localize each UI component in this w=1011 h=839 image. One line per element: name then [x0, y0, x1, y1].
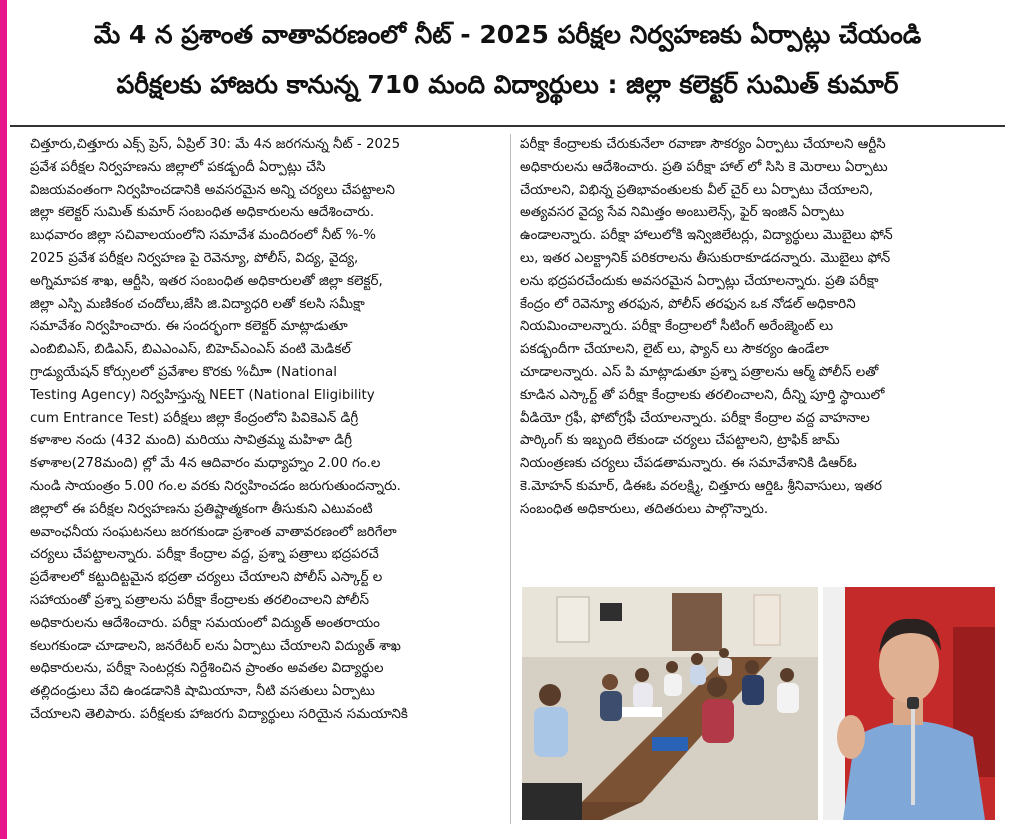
article-line: కేంద్రం లో రెవెన్యూ తరఫున, పోలీస్ తరఫున ఒక నోడల్ అధికారిని: [520, 296, 856, 312]
article-line: జిల్లాలో ఈ పరీక్షల నిర్వహణను ప్రతిష్టాత్మకంగా తీసుకుని ఎటువంటి: [30, 501, 373, 517]
article-line: ప్రదేశాలలో కట్టుదిట్టమైన భద్రతా చర్యలు చేయాలని పోలీస్ ఎస్కార్ట్ ల: [30, 570, 383, 586]
article-line: సంబంధిత అధికారులు, తదితరులు పాల్గొన్నారు.: [520, 501, 769, 517]
article-line: లు, ఇతర ఎలక్ట్రానిక్ పరికరాలను తీసుకురాకూడదన్నారు. మొబైలు ఫోన్: [520, 250, 891, 266]
article-line: cum Entrance Test) పరీక్షలు జిల్లా కేంద్రంలోని పివికెఎన్ డిగ్రీ: [30, 410, 359, 426]
article-line: వీడియో గ్రఫీ, ఫోటోగ్రఫీ చేయాలన్నారు. పరీక్షా కేంద్రాల వద్ద వాహనాల: [520, 410, 870, 426]
article-line: కలుగకుండా చూడాలని, జనరేటర్ లను ఏర్పాటు చేయాలని విద్యుత్ శాఖ: [30, 638, 401, 654]
meeting-photo: [522, 587, 818, 820]
article-line: సహాయంతో ప్రశ్నా పత్రాలను పరీక్షా కేంద్రాలకు తరలించాలని పోలీస్: [30, 592, 370, 608]
article-line: చిత్తూరు,చిత్తూరు ఎక్స్ ప్రెస్, ఏప్రిల్ 30: మే 4న జరగనున్న నీట్ - 2025: [30, 137, 401, 152]
headline-line-1: మే 4 న ప్రశాంత వాతావరణంలో నీట్ - 2025 పరీక్షల నిర్వహణకు ఏర్పాట్లు చేయండి: [93, 20, 922, 49]
article-line: అవాంఛనీయ సంఘటనలు జరగకుండా ప్రశాంత వాతావరణంలో జరిగేలా: [30, 524, 397, 540]
accent-bar: [0, 0, 7, 839]
article-line: ఉండాలన్నారు. పరీక్షా హాలులోకి ఇన్విజిలేటర్లు, విద్యార్థులు మొబైలు ఫోన్: [520, 228, 893, 244]
article-right-column: [520, 134, 990, 522]
article-line: అధికారులను ఆదేశించారు. పరీక్షా సమయంలో విద్యుత్ అంతరాయం: [30, 615, 380, 631]
article-line: చర్యలు చేపట్టాలన్నారు. పరీక్షా కేంద్రాల వద్ద, ప్రశ్నా పత్రాలు భద్రపరచే: [30, 547, 379, 563]
article-line: నియమించాలన్నారు. పరీక్షా కేంద్రాలలో సీటింగ్ అరేంజ్మెంట్ లు: [520, 319, 834, 335]
article-line: ప్రవేశ పరీక్షల నిర్వహణను జిల్లాలో పకడ్బందీ ఏర్పాట్లు చేసి: [30, 159, 326, 175]
article-line: సమావేశం నిర్వహించారు. ఈ సందర్భంగా కలెక్టర్ మాట్లాడుతూ: [30, 319, 348, 335]
article-line: గ్రాడ్యుయేషన్ కోర్సులలో ప్రవేశాల కొరకు %చీూా (National: [30, 364, 337, 380]
article-line: కళాశాల నందు (432 మంది) మరియు సావిత్రమ్మ మహిళా డిగ్రీ: [30, 433, 352, 449]
article-line: అగ్నిమాపక శాఖ, ఆర్టీసి, ఇతర సంబంధిత అధికారులతో జిల్లా కలెక్టర్,: [30, 273, 383, 289]
article-line: జిల్లా ఎస్పి మణికంఠ చందోలు,జేసి జి.విద్యాధరి లతో కలసి సమీక్షా: [30, 296, 365, 312]
article-line: ఎంబిబిఎస్, బిడిఎస్, బిఎఎంఎస్, బిహెచ్ఎంఎస్ వంటి మెడికల్: [30, 342, 351, 358]
article-line: పార్కింగ్ కు ఇబ్బంది లేకుండా చర్యలు చేపట్టాలని, ట్రాఫిక్ జామ్: [520, 433, 840, 449]
collector-photo: [823, 587, 995, 820]
article-line: తల్లిదండ్రులు వేచి ఉండడానికి షామియానా, నీటి వసతులు ఏర్పాటు: [30, 684, 375, 700]
article-line: బుధవారం జిల్లా సచివాలయంలోని సమావేశ మందిరంలో నీట్ %-%: [30, 228, 376, 244]
article-line: అధికారులను, పరీక్షా సెంటర్లకు నిర్దేశించిన ప్రాంతం అవతల విద్యార్థుల: [30, 661, 384, 677]
article-line: పరీక్షా కేంద్రాలకు చేరుకునేలా రవాణా సౌకర్యం ఏర్పాటు చేయాలని ఆర్టీసి: [520, 137, 886, 152]
article-left-column: [30, 134, 500, 727]
article-line: నుండి సాయంత్రం 5.00 గం.ల వరకు నిర్వహించడం జరుగుతుందన్నారు.: [30, 478, 401, 494]
article-line: పకడ్బందీగా చేయాలని, లైట్ లు, ఫ్యాన్ లు సౌకర్యం ఉండేలా: [520, 342, 829, 358]
article-line: జిల్లా కలెక్టర్ సుమిత్ కుమార్ సంబంధిత అధికారులను ఆదేశించారు.: [30, 205, 375, 221]
article-line: చూడాలన్నారు. ఎస్ పి మాట్లాడుతూ ప్రశ్నా పత్రాలను ఆర్మ్ పోలీస్ లతో: [520, 364, 879, 380]
headline-divider: [10, 125, 1005, 127]
column-divider: [510, 134, 511, 824]
article-line: 2025 ప్రవేశ పరీక్షల నిర్వహణ పై రెవెన్యూ, పోలీస్, విద్య, వైద్య,: [30, 250, 359, 266]
article-line: అత్యవసర వైద్య సేవ నిమిత్తం అంబులెన్స్, ఫైర్ ఇంజిన్ ఏర్పాటు: [520, 205, 845, 221]
article-line: కళాశాల(278మంది) ల్లో మే 4న ఆదివారం మధ్యాహ్నం 2.00 గం.ల: [30, 456, 381, 472]
article-line: నియంత్రణకు చర్యలు చేపడతామన్నారు. ఈ సమావేశానికి డిఆర్ఓ: [520, 456, 857, 472]
article-line: కె.మోహన్ కుమార్, డిఈఓ వరలక్ష్మి, చిత్తూరు ఆర్డిఓ శ్రీనివాసులు, ఇతర: [520, 478, 882, 494]
article-line: అధికారులను ఆదేశించారు. ప్రతి పరీక్షా హాల్ లో సిసి కె మెరాలు ఏర్పాటు: [520, 159, 888, 175]
article-line: విజయవంతంగా నిర్వహించడానికి అవసరమైన అన్ని చర్యలు చేపట్టాలని: [30, 182, 395, 198]
article-line: చేయాలని, విభిన్న ప్రతిభావంతులకు వీల్ చైర్ లు ఏర్పాటు చేయాలని,: [520, 182, 874, 198]
article-line: Testing Agency) నిర్వహిస్తున్న NEET (National Eligibility: [30, 387, 375, 403]
headline-line-2: పరీక్షలకు హాజరు కానున్న 710 మంది విద్యార్థులు : జిల్లా కలెక్టర్ సుమిత్ కుమార్: [116, 70, 899, 99]
article-line: కూడిన ఎస్కార్ట్ తో పరీక్షా కేంద్రాలకు తరలించాలని, దీన్ని పూర్తి స్థాయిలో: [520, 387, 885, 403]
article-line: లను భద్రపరచేందుకు అవసరమైన ఏర్పాట్లు చేయాలన్నారు. ప్రతి పరీక్షా: [520, 273, 879, 289]
article-line: చేయాలని తెలిపారు. పరీక్షలకు హాజరగు విద్యార్థులు సరియైన సమయానికి: [30, 706, 408, 722]
